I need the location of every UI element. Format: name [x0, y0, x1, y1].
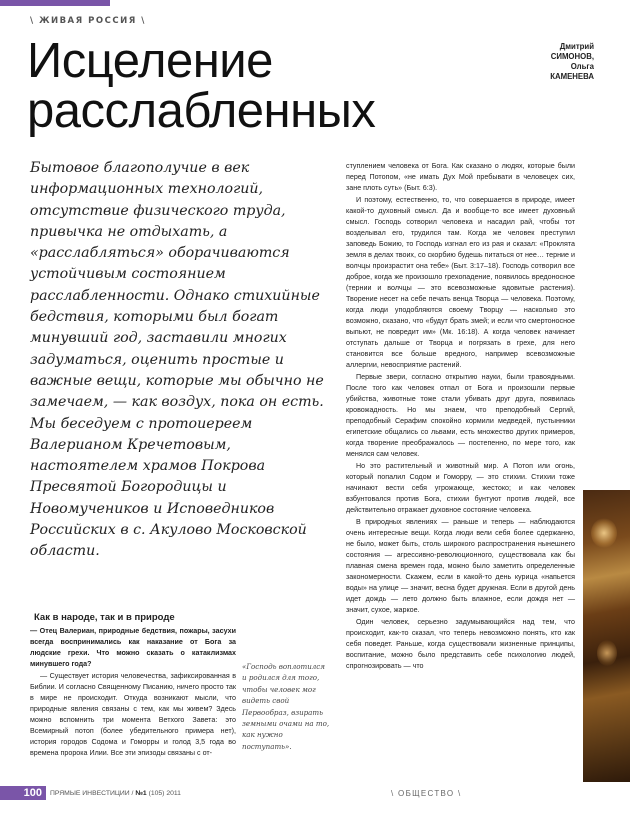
footer-section-label: \ ОБЩЕСТВО \ — [391, 789, 462, 798]
body-paragraph: И поэтому, естественно, то, что совершается в природе, имеет какой-то духовный смысл. Да и вообще-то все имеет духовный смысл. Господь сотворил человека и насадил рай, чтобы тот возделывал его, трудился там. Когда же человек преступил заповедь Божию, то Господь изгнал его из рая и сказал: «Проклята земля в делах твоих, со скорбию будешь питаться от нее… терние и волчцы произрастит она тебе» (Быт. 3:17–18). Господь сотворил все доброе, когда же произошло грехопадение, появилось вредоносное (тернии и волчцы — это всевозможные ядовитые растения). Творение несет на себе печать венца Творца — человека. Поэтому, когда люди уподобляются своему Творцу — насколько это возможно, сказано, что «будут брать змей; и если что смертоносное выпьют, не повредит им» (Мк. 16:18). А когда человек начинает отступать дальше от Творца и погрязать в грехе, для него становится все больше вредного, например всевозможные аллергии, невосприятие растений. — [346, 196, 575, 369]
author-first-name-1: Дмитрий — [559, 42, 594, 51]
section-label: \ ЖИВАЯ РОССИЯ \ — [30, 16, 146, 26]
byline — [550, 42, 594, 82]
issue-number: №1 — [135, 790, 147, 797]
photo-light — [591, 518, 617, 548]
accent-bar — [0, 0, 110, 6]
body-paragraph: В природных явлениях — раньше и теперь — наблюдаются очень интересные вещи. Когда люди вели себя более сдержанно, не было, может быть, столь широкого распространения нынешнего состояния — агрессивно-революционного, существовала как бы плавная смена времен года, можно было заметить определенные закономерности. Скажем, если в какой-то день курица «напьется воды» на улице — значит, весна будет дружная. Если в другой день идет дождь — лето должно быть влажное, если дождя нет — значит, сухое, жаркое. — [346, 518, 575, 614]
author-first-name-2: Ольга — [570, 62, 594, 71]
photo-light — [597, 640, 617, 666]
page-number — [0, 786, 46, 800]
page-number-text: 100 — [23, 787, 42, 799]
title-line-2: расслабленных — [27, 84, 376, 138]
body-paragraph: ступлением человека от Бога. Как сказано о людях, которые были перед Потопом, «не имать Дух Мой пребывати в человецех сих, зане плоть суть» (Быт. 6:3). — [346, 162, 575, 192]
lead-text — [30, 158, 336, 563]
interview-question: — Отец Валериан, природные бедствия, пожары, засухи всегда воспринимались как наказание от Бога за людские грехи. Что можно сказать о катаклизмах минувшего года? — [30, 627, 236, 668]
lead-paragraph-1: Бытовое благополучие в век информационных технологий, отсутствие физического труда, привычка не отдыхать, а «расслабляться» оборачиваются устойчивым состоянием расслабленности. Однако стихийные бедствия, которыми был богат минувший год, заставили многих задуматься, оценить простые и важные вещи, которые мы обычно не замечаем, — как воздух, пока он есть. — [30, 160, 324, 411]
magazine-footer — [50, 790, 181, 797]
magazine-name: ПРЯМЫЕ ИНВЕСТИЦИИ / — [50, 790, 134, 797]
author-last-name-2: КАМЕНЕВА — [550, 72, 594, 81]
body-paragraph: Но это растительный и животный мир. А Потоп или огонь, который попалил Содом и Гоморру, — это стихии. Стихии тоже начинают вести себя угрожающе, жестоко; и как человек взбунтовался против Бога, стихии бунтуют против людей, все действительно отражает духовное состояние человека. — [346, 462, 575, 514]
lead-paragraph-2: Мы беседуем с протоиереем Валерианом Кречетовым, настоятелем храмов Покрова Пресвятой Богородицы и Новомучеников и Исповедников Российских в с. Акулово Московской области. — [30, 415, 307, 560]
right-column — [346, 161, 575, 673]
pull-quote: «Господь воплотился и родился для того, чтобы человек мог видеть свой Первообраз, взирать земными очами на то, как нужно поступать». — [242, 662, 330, 751]
church-interior-photo — [583, 490, 630, 782]
issue-detail: (105) 2011 — [148, 790, 181, 797]
interview-answer: — Существует история человечества, зафиксированная в Библии. И согласно Священному Писанию, ничего просто так в мире не происходит. Откуда возникают мысли, что природные явления связаны с тем, как мы живем? Здесь можно вспомнить три момента Ветхого Завета: это Всемирный потоп (более убедительного примера нет), история городов Содома и Гоморры и голод 3,5 года во времена пророка Илии. Все эти эпизоды связаны с от- — [30, 672, 236, 757]
left-column — [30, 612, 236, 760]
article-title — [27, 36, 375, 136]
title-line-1: Исцеление — [27, 34, 273, 88]
subheading: Как в народе, так и в природе — [34, 612, 175, 623]
body-paragraph: Первые звери, согласно открытию науки, были травоядными. После того как человек отпал от Бога и произошли первые убийства, животные тоже стали убивать друг друга, появилась кровожадность. Но мы знаем, что преподобный Сергий, преподобный Серафим спокойно кормили медведей, пустынники египетские общались со львами, есть множество других примеров, когда творение преображалось — постепенно, по мере того, как менялся сам человек. — [346, 373, 575, 458]
author-last-name-1: СИМОНОВ, — [550, 52, 594, 61]
body-paragraph: Один человек, серьезно задумывающийся над тем, что происходит, как-то сказал, что теперь невозможно понять, кто как себя поведет. Раньше, когда существовали жизненные принципы, воспитание, можно было представить себе психологию людей, спрогнозировать — что — [346, 618, 575, 670]
